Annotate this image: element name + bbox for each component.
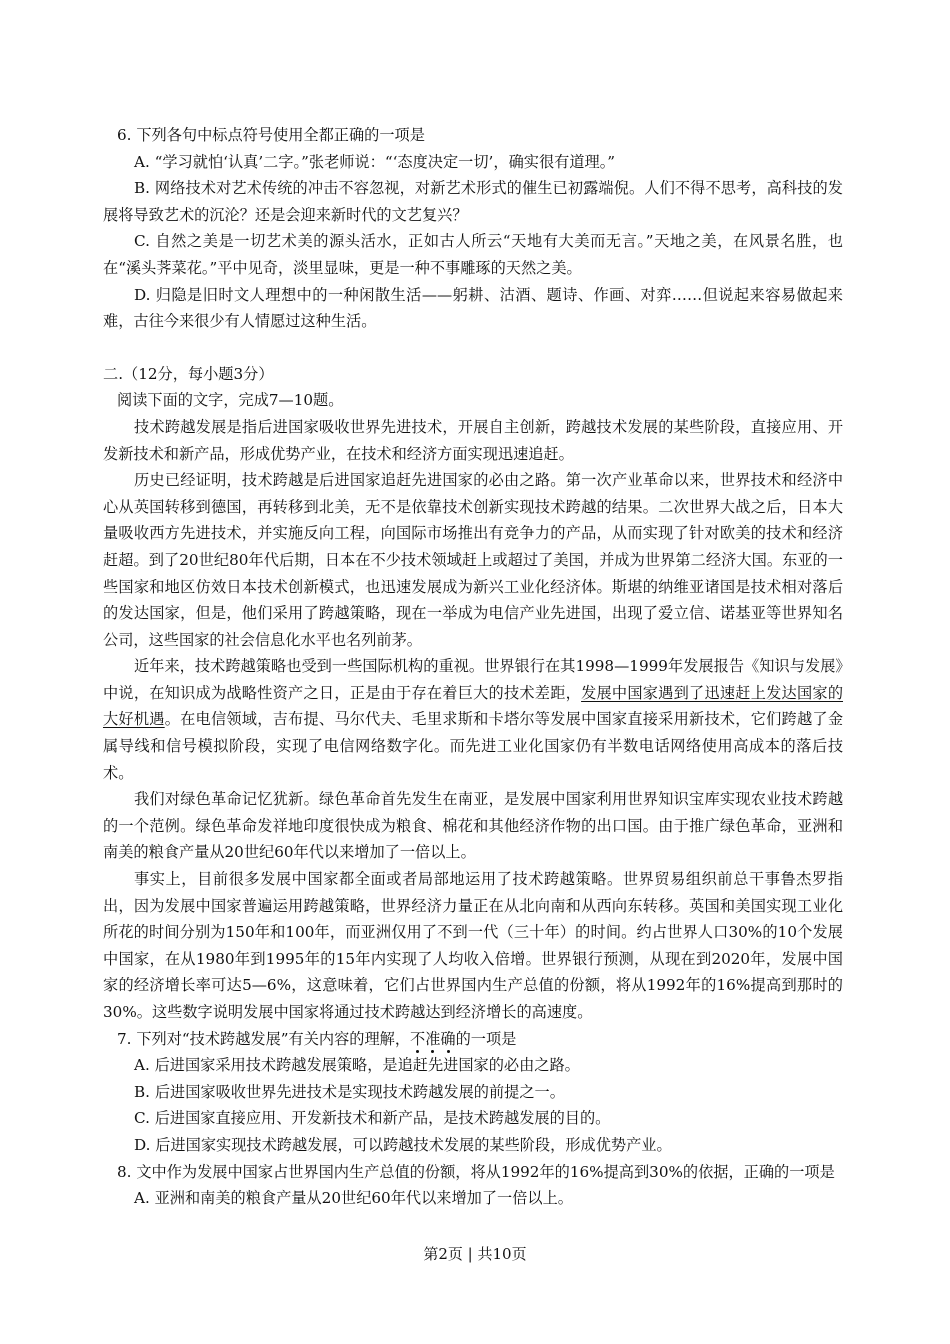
q6-option-b: B. 网络技术对艺术传统的冲击不容忽视，对新艺术形式的催生已初露端倪。人们不得不思考，高科技的发展将导致艺术的沉沦？还是会迎来新时代的文艺复兴？ xyxy=(103,179,843,224)
q7-option-a: A. 后进国家采用技术跨越发展策略，是追赶先进国家的必由之路。 xyxy=(134,1056,580,1075)
passage-paragraph-2: 历史已经证明，技术跨越是后进国家追赶先进国家的必由之路。第一次产业革命以来，世界技术和经济中心从英国转移到德国，再转移到北美，无不是依靠技术创新实现技术跨越的结果。二次世界大战之后，日本大量吸收西方先进技术，并实施反向工程，向国际市场推出有竞争力的产品，从而实现了针对欧美的技术和经济赶超。到了20世纪80年代后期，日本在不少技术领域赶上或超过了美国，并成为世界第二经济大国。东亚的一些国家和地区仿效日本技术创新模式，也迅速发展成为新兴工业化经济体。斯堪的纳维亚诸国是技术相对落后的发达国家，但是，他们采用了跨越策略，现在一举成为电信产业先进国，出现了爱立信、诺基亚等世界知名公司，这些国家的社会信息化水平也名列前茅。 xyxy=(103,471,843,649)
q7-option-c: C. 后进国家直接应用、开发新技术和新产品，是技术跨越发展的目的。 xyxy=(134,1109,611,1128)
passage-paragraph-5: 事实上，目前很多发展中国家都全面或者局部地运用了技术跨越策略。世界贸易组织前总干事鲁杰罗指出，因为发展中国家普遍运用跨越策略，世界经济力量正在从北向南和从西向东转移。英国和美国实现工业化所花的时间分别为150年和100年，而亚洲仅用了不到一代（三十年）的时间。约占世界人口30%的10个发展中国家，在从1980年到1995年的15年内实现了人均收入倍增。世界银行预测，从现在到2020年，发展中国家的经济增长率可达5—6%，这意味着，它们占世界国内生产总值的份额，将从1992年的16%提高到那时的30%。这些数字说明发展中国家将通过技术跨越达到经济增长的高速度。 xyxy=(103,870,843,1021)
reading-instruction: 阅读下面的文字，完成7—10题。 xyxy=(117,391,344,410)
q7-stem-part-1: 7. 下列对“技术跨越发展”有关内容的理解， xyxy=(117,1029,411,1048)
document-page xyxy=(103,122,843,1212)
passage-paragraph-3-part-2: 。在电信领域，吉布提、马尔代夫、毛里求斯和卡塔尔等发展中国家直接采用新技术，它们跨越了金属导线和信号模拟阶段，实现了电信网络数字化。而先进工业化国家仍有半数电话网络使用高成本的落后技术。 xyxy=(103,710,844,782)
underlined-phrase: 发展中国家遇到了迅速赶上发达国家的大好机遇 xyxy=(103,683,844,729)
q6-option-d: D. 归隐是旧时文人理想中的一种闲散生活——躬耕、沽酒、题诗、作画、对弈……但说起来容易做起来难，古往今来很少有人情愿过这种生活。 xyxy=(103,285,843,331)
q7-stem-part-2: 的一项是 xyxy=(455,1029,517,1048)
q7-stem xyxy=(103,1026,843,1053)
q6-stem: 6. 下列各句中标点符号使用全都正确的一项是 xyxy=(117,126,425,144)
q7-option-d: D. 后进国家实现技术跨越发展，可以跨越技术发展的某些阶段，形成优势产业。 xyxy=(134,1135,672,1154)
section-header: 二.（12分，每小题3分） xyxy=(103,364,274,383)
passage-paragraph-1: 技术跨越发展是指后进国家吸收世界先进技术，开展自主创新，跨越技术发展的某些阶段，直接应用、开发新技术和新产品，形成优势产业，在技术和经济方面实现迅速追赶。 xyxy=(103,417,843,463)
emphasis-char: 准 xyxy=(425,1029,441,1048)
passage-paragraph-3-part-1: 近年来，技术跨越策略也受到一些国际机构的重视。世界银行在其1998—1999年发展报告《知识与发展》中说，在知识成为战略性资产之日，正是由于存在着巨大的技术差距， xyxy=(103,657,843,702)
q7-option-b: B. 后进国家吸收世界先进技术是实现技术跨越发展的前提之一。 xyxy=(134,1082,565,1101)
q8-stem: 8. 文中作为发展中国家占世界国内生产总值的份额，将从1992年的16%提高到30%的依据，正确的一项是 xyxy=(117,1162,835,1181)
q7-emphasis-dotted xyxy=(410,1030,456,1048)
q8-option-a: A. 亚洲和南美的粮食产量从20世纪60年代以来增加了一倍以上。 xyxy=(134,1189,573,1208)
emphasis-char: 不 xyxy=(410,1029,426,1048)
spacer xyxy=(103,335,843,361)
q6-option-a: A. “学习就怕‘认真’二字。”张老师说：“‘态度决定一切’，确实很有道理。” xyxy=(134,152,616,171)
passage-paragraph-4: 我们对绿色革命记忆犹新。绿色革命首先发生在南亚，是发展中国家利用世界知识宝库实现农业技术跨越的一个范例。绿色革命发祥地印度很快成为粮食、棉花和其他经济作物的出口国。由于推广绿色革命，亚洲和南美的粮食产量从20世纪60年代以来增加了一倍以上。 xyxy=(103,790,843,862)
q6-option-c: C. 自然之美是一切艺术美的源头活水，正如古人所云“天地有大美而无言。”天地之美，在风景名胜，也在“溪头荠菜花。”平中见奇，淡里显味，更是一种不事雕琢的天然之美。 xyxy=(103,232,843,277)
passage-paragraph-3 xyxy=(103,653,843,786)
emphasis-char: 确 xyxy=(440,1029,456,1048)
page-footer: 第2页 | 共10页 xyxy=(423,1245,527,1263)
